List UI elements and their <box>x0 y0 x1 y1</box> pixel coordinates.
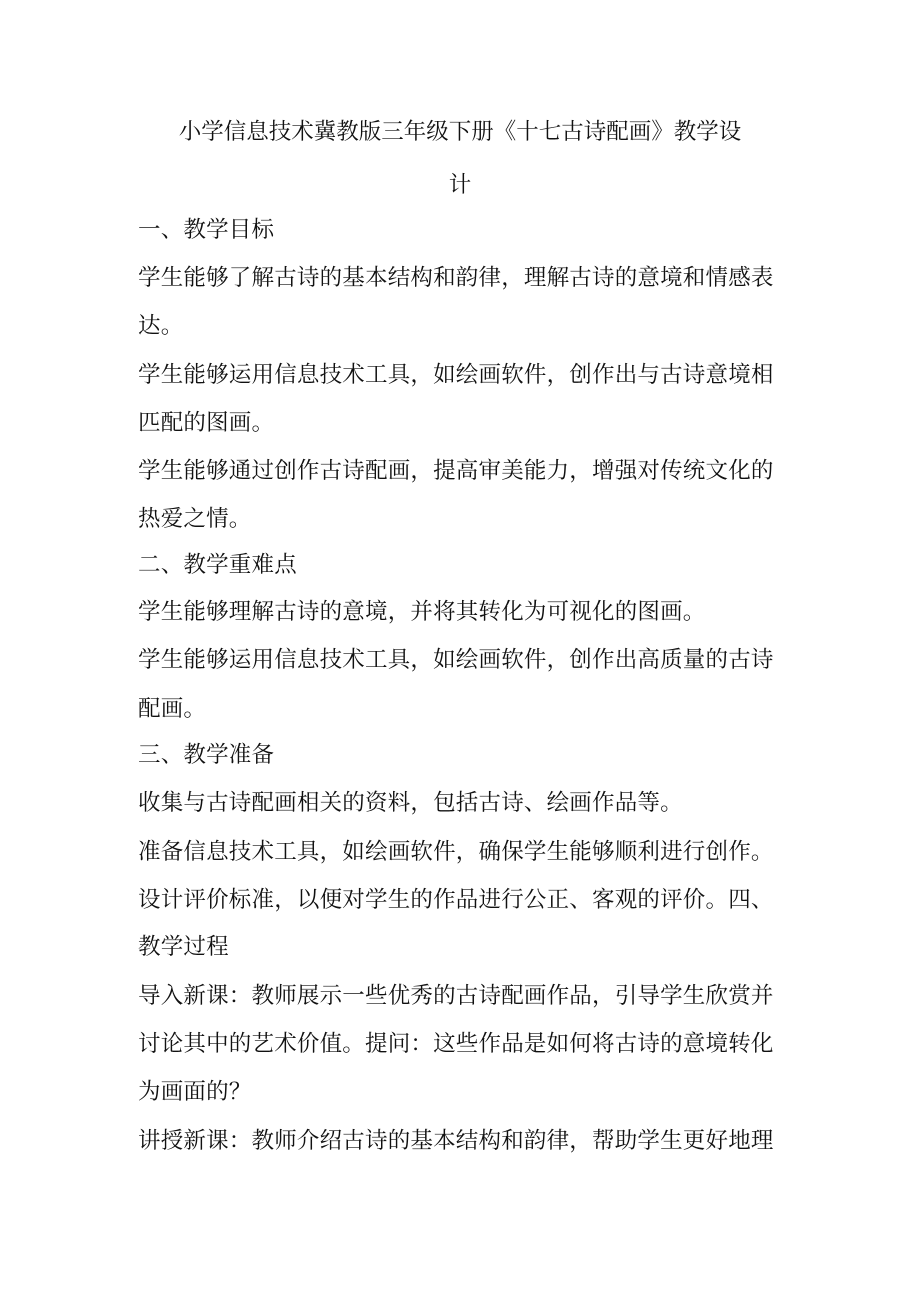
paragraph-line: 讨论其中的艺术价值。提问：这些作品是如何将古诗的意境转化 <box>138 1031 774 1057</box>
paragraph-line: 收集与古诗配画相关的资料，包括古诗、绘画作品等。 <box>138 790 683 816</box>
paragraph-line: 学生能够通过创作古诗配画，提高审美能力，增强对传统文化的 <box>138 458 774 484</box>
paragraph-line: 为画面的？ <box>138 1079 252 1105</box>
paragraph-line: 设计评价标准，以便对学生的作品进行公正、客观的评价。四、 <box>138 887 774 913</box>
section-heading-objectives: 一、教学目标 <box>138 217 275 243</box>
paragraph-line: 热爱之情。 <box>138 506 252 532</box>
paragraph-line: 学生能够理解古诗的意境，并将其转化为可视化的图画。 <box>138 599 706 625</box>
paragraph-line: 导入新课：教师展示一些优秀的古诗配画作品，引导学生欣赏并 <box>138 983 774 1009</box>
paragraph-line: 准备信息技术工具，如绘画软件，确保学生能够顺利进行创作。 <box>138 839 774 865</box>
paragraph-line: 匹配的图画。 <box>138 410 275 436</box>
paragraph-line: 达。 <box>138 313 184 339</box>
section-heading-key-points: 二、教学重难点 <box>138 552 297 578</box>
document-title-line-1: 小学信息技术冀教版三年级下册《十七古诗配画》教学设 <box>178 119 742 145</box>
paragraph-line: 配画。 <box>138 696 207 722</box>
paragraph-line: 学生能够了解古诗的基本结构和韵律，理解古诗的意境和情感表 <box>138 265 774 291</box>
paragraph-line: 讲授新课：教师介绍古诗的基本结构和韵律，帮助学生更好地理 <box>138 1128 774 1154</box>
section-heading-preparation: 三、教学准备 <box>138 742 275 768</box>
paragraph-line: 学生能够运用信息技术工具，如绘画软件，创作出与古诗意境相 <box>138 362 774 388</box>
document-title-line-2: 计 <box>448 172 472 198</box>
paragraph-line: 学生能够运用信息技术工具，如绘画软件，创作出高质量的古诗 <box>138 647 774 673</box>
section-heading-process: 教学过程 <box>138 934 229 960</box>
